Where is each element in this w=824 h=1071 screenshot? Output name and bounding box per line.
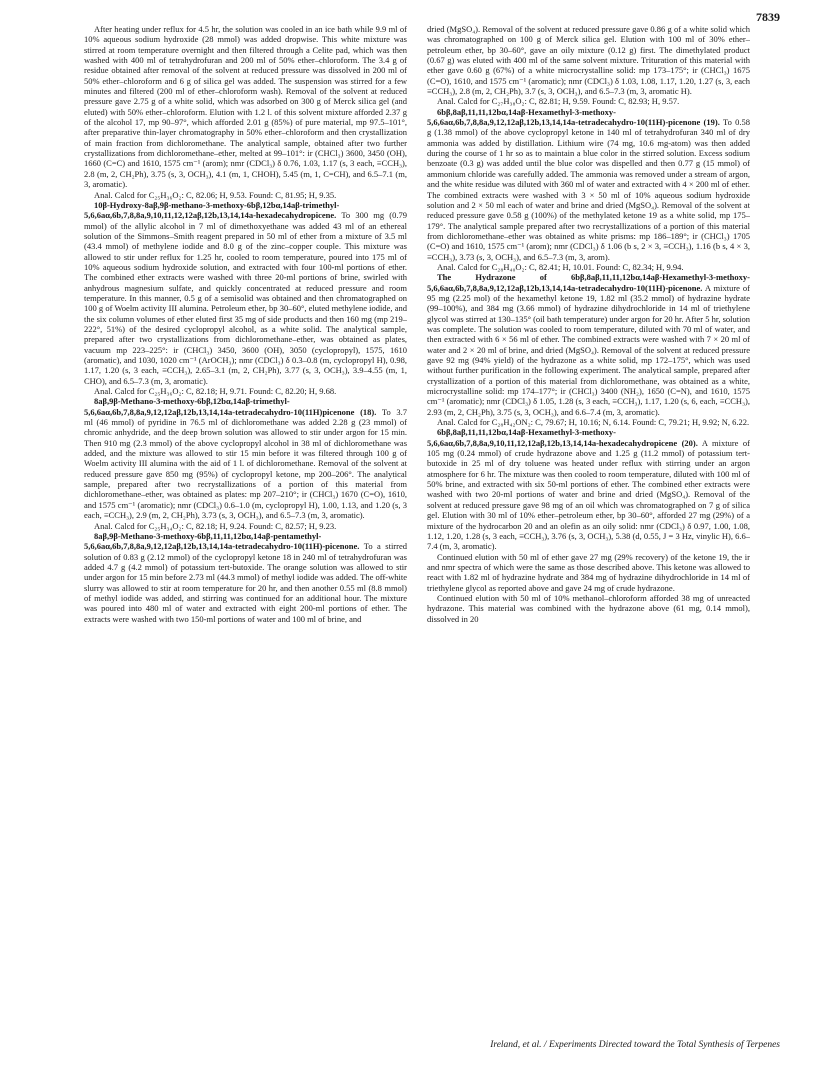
footer-separator: / [543, 1040, 547, 1050]
paragraph-text: To 0.58 g (1.38 mmol) of the above cyclopropyl ketone in 140 ml of tetrahydrofuran 340 ml of dry ammonia was added by distillation. Lithium wire (74 mg, 10.6 mg-atom) was then added during the course of 1 hr so as to maintain a blue color in the stirred solution. Excess sodium benzoate (0.3 g) was added until the blue color was dispelled and then 0.77 g (15 mmol) of ammonium chloride was carefully added. The ammonia was removed under a stream of argon, and the white residue was diluted with 360 ml of water and extracted with 4 × 200 ml of ether. The combined extracts were washed with 3 × 50 ml of 10% aqueous sodium hydroxide solution and 2 × 50 ml each of water and brine and dried (MgSO₄). Removal of the solvent at reduced pressure gave 0.58 g (100%) of the methylated ketone 19 as a white solid, mp 175–179°. The analytical sample prepared after two recrystallizations of a portion of this material from dichloromethane–ether was obtained as white prisms: mp 186–189°; ir (CHCl₃) 1705 (C=O) and 1610, 1575 cm⁻¹ (arom); nmr (CDCl₃) δ 1.06 (b s, 2 × 3, ≡CCH₃), 1.16 (b s, 4 × 3, ≡CCH₃), 3.73 (s, 3, OCH₃), and 6.5–7.3 (m, 3, arom). [427, 117, 750, 262]
paragraph-text: Anal. Calcd for C₂₅H₃₆O₂: C, 82.06; H, 9.53. Found: C, 81.95; H, 9.35. [94, 189, 337, 200]
paragraph-text: Continued elution with 50 ml of ether gave 27 mg (29% recovery) of the ketone 19, the ir and nmr spectra of which were the same as those described above. This ketone was allowed to react with 1.82 ml of hydrazine hydrate and 384 mg of hydrazine dihydrochloride in 14 ml of triethylene glycol as reported above and gave 24 mg of crude hydrazone. [427, 551, 750, 593]
paragraph-text: dried (MgSO₄). Removal of the solvent at reduced pressure gave 0.86 g of a white solid which was chromatographed on 100 g of Merck silica gel. Elution with 100 ml of 30% ether–petroleum ether, bp 30–60°, gave an oily mixture (0.12 g) first. The dimethylated product (0.67 g) was eluted with 400 ml of the same solvent mixture. Trituration of this material with ether gave 0.60 g (67%) of a white microcrystalline solid: mp 173–175°; ir (CHCl₃) 1675 (C=O), 1610, and 1575 cm⁻¹ (aromatic); nmr (CDCl₃) δ 1.03, 1.08, 1.17, 1.20, 1.27 (s, 3, each ≡CCH₃), 2.8 (m, 2, CH₂Ph), 3.7 (s, 3, OCH₃), and 6.5–7.3 (m, 3, aromatic H). [427, 24, 750, 97]
right-column [427, 24, 750, 1024]
paragraph [427, 593, 750, 624]
paragraph [84, 386, 407, 396]
paragraph [84, 531, 407, 624]
paragraph [84, 396, 407, 520]
paragraph-text: After heating under reflux for 4.5 hr, the solution was cooled in an ice bath while 9.9 ml of 10% aqueous sodium hydroxide (28 mmol) was added dropwise. This white mixture was stirred at room temperature overnight and then filtered through a Celite pad, which was then washed with 400 ml of tetrahydrofuran and 200 ml of 50% ether–chloroform. The 3.4 g of residue obtained after removal of the solvent at reduced pressure was dissolved in 200 ml of 50% ether–chloroform and 6 g of silica gel was added. The suspension was stirred for a few minutes and filtered (200 ml of ether–chloroform wash). Removal of the solvent at reduced pressure gave 2.75 g of a white solid, which was adsorbed on 300 g of Merck silica gel (and eluted) with 50% ether–chloroform. Elution with 1.2 l. of this solvent mixture afforded 2.37 g of the alcohol 17, mp 90–97°, which afforded 2.01 g (85%) of pure material, mp 97.5–101°, after preparative thin-layer chromatography in 50% ether–chloroform and then crystallization of main fraction from dichloromethane. The analytical sample, obtained after two further crystallizations from dichloromethane–ether, melted at 99–101°: ir (CHCl₃) 3600, 3450 (OH), 1660 (C=C) and 1610, 1575 cm⁻¹ (arom); nmr (CDCl₃) δ 0.76, 1.03, 1.17 (s, 3 each, ≡CCH₃), 2.8 (m, 2, CH₂Ph), 3.75 (s, 3, OCH₃), 4.1 (m, 1, CHOH), 5.45 (m, 1, C=CH), and 6.5–7.1 (m, 3, aromatic). [84, 24, 407, 190]
compound-heading: 8aβ,9β-Methano-3-methoxy-6bβ,11,11,12bα,14aβ-pentamethyl-5,6,6aα,6b,7,8,8a,9,12,12aβ,12b,13,14,14a-tetradecahydro-10(11H)-picenone. [84, 530, 360, 552]
paragraph [84, 200, 407, 386]
paragraph-text: To a stirred solution of 0.83 g (2.12 mmol) of the cyclopropyl ketone 18 in 240 ml of tetrahydrofuran was added 4.7 g (4.2 mmol) of potassium tert-butoxide. The orange solution was allowed to stir under argon for 15 min before 2.73 ml (44.3 mmol) of methyl iodide was added. The off-white slurry was allowed to stir at room temperature for 20 hr, and then another 0.55 ml (8.8 mmol) of methyl iodide was added, and stirring was continued for an additional hour. The mixture was poured into 480 ml of water and extracted with eight 200-ml portions of ether. The extracts were washed with two 150-ml portions of water and 100 ml of brine, and [84, 541, 407, 624]
compound-heading: 10β-Hydroxy-8aβ,9β-methano-3-methoxy-6bβ,12bα,14aβ-trimethyl-5,6,6aα,6b,7,8,8a,9,10,11,12,12aβ,12b,13,14,14a-hexadecahydropicene. [84, 199, 340, 221]
paragraph-text: A mixture of 95 mg (2.25 mol) of the hexamethyl ketone 19, 1.82 ml (35.2 mmol) of hydrazine hydrate (99–100%), and 384 mg (3.66 mmol) of hydrazine dihydrochloride in 14 ml of triethylene glycol was stirred at 130–135° (oil bath temperature) under argon for 20 hr. After 5 hr, solution was complete. The solution was cooled to room temperature, diluted with 70 ml of water, and then extracted with 6 × 56 ml of ether. The combined extracts were washed with 7 × 20 ml of water and 2 × 20 ml of brine, and dried (MgSO₄). Removal of the solvent at reduced pressure gave 92 mg (94% yield) of the hydrazone as a white solid, mp 172–175°, which was used without further purification in the following experiment. The analytical sample, prepared after crystallization of a portion of this material from dichloromethane, was obtained as a white, microcrystalline solid: mp 174–177°; ir (CHCl₃) 3400 (NH₂), 1650 (C=N), and 1610, 1575 cm⁻¹ (aromatic); nmr (CDCl₃) δ 1.05, 1.28 (s, 3 each, ≡CCH₃), 1.17, 1.20 (s, 6, each, ≡CCH₃), 2.93 (m, 2, CH₂Ph), 3.75 (s, 3, OCH₃), and 6.6–7.4 (m, 3, aromatic). [427, 282, 750, 417]
paragraph-text: Anal. Calcd for C₂₈H₄₂ON₂: C, 79.67; H, 10.16; N, 6.14. Found: C, 79.21; H, 9.92; N, 6.22. [437, 417, 750, 428]
compound-heading: 8aβ,9β-Methano-3-methoxy-6bβ,12bα,14aβ-trimethyl-5,6,6aα,6b,7,8,8a,9,12,12aβ,12b,13,14,14a-tetradecahydro-10(11H)picenone (18). [84, 396, 377, 417]
paragraph [84, 24, 407, 190]
paragraph [84, 521, 407, 531]
paragraph [427, 552, 750, 593]
footer-authors: Ireland, et al. [490, 1040, 542, 1050]
compound-heading: The Hydrazone of 6bβ,8aβ,11,11,12bα,14aβ-Hexamethyl-3-methoxy-5,6,6aα,6b,7,8,8a,9,12,12aβ,12b,13,14,14a-tetradecahydro-10(11H)-picenone. [427, 272, 750, 293]
paragraph-text: A mixture of 105 mg (0.24 mmol) of crude hydrazone above and 1.25 g (11.2 mmol) of potassium tert-butoxide in 25 ml of dry toluene was heated under reflux with stirring under an argon atmosphere for 6 hr. The mixture was then cooled to room temperature, diluted with 100 ml of 50% brine, and extracted with six 50-ml portions of ether. The combined ether extracts were washed with two 20-ml portions of water and brine and dried (MgSO₄). Removal of the solvent at reduced pressure gave 98 mg of an oil which was chromatographed on 7 g of silica gel. Elution with 30 ml of 10% ether–petroleum ether, bp 30–60°, afforded 27 mg (29%) of a mixture of the hydrocarbon 20 and an olefin as an oily solid: nmr (CDCl₃) δ 0.97, 1.00, 1.08, 1.12, 1.20, 1.28 (s, 3 each, ≡CCH₃), 3.76 (s, 3, OCH₃), 5.38 (d, 0.55, J = 3 Hz, vinylic H), 6.6–7.4 (m, 3, aromatic). [427, 437, 750, 552]
paragraph-text: Anal. Calcd for C₂₈H₄₀O₂: C, 82.41; H, 10.01. Found: C, 82.34; H, 9.94. [437, 261, 684, 272]
running-footer [490, 1040, 780, 1050]
paragraph [427, 262, 750, 272]
left-column [84, 24, 407, 1024]
page-number: 7839 [756, 10, 780, 24]
paragraph [427, 272, 750, 417]
compound-heading: 6bβ,8aβ,11,11,12bα,14aβ-Hexamethyl-3-methoxy-5,6,6aα,6b,7,8,8a,9,10,11,12,12aβ,12b,13,14,14a-hexadecahydropicene (20). [427, 427, 698, 448]
paragraph-text: Anal. Calcd for C₂₅H₃₆O₂: C, 82.18; H, 9.71. Found: C, 82.20; H, 9.68. [94, 386, 337, 397]
paragraph [427, 107, 750, 262]
paragraph [427, 417, 750, 427]
paragraph-text: Anal. Calcd for C₂₇H₃₈O₂: C, 82.81; H, 9.59. Found: C, 82.93; H, 9.57. [437, 96, 680, 107]
paragraph [427, 427, 750, 551]
paragraph-text: Anal. Calcd for C₂₅H₃₄O₂: C, 82.18; H, 9.24. Found: C, 82.57; H, 9.23. [94, 520, 337, 531]
paragraph [84, 190, 407, 200]
paragraph-text: To 300 mg (0.79 mmol) of the allylic alcohol in 7 ml of dimethoxyethane was added 43 ml of an ethereal solution of the Simmons–Smith reagent prepared in 50 ml of ether from a mixture of 3.5 ml (43.4 mmol) of methylene iodide and 8.0 g of the zinc–copper couple. This mixture was allowed to stir under reflux for 1.25 hr, cooled to room temperature, poured into 175 ml of 10% aqueous sodium hydroxide solution, and extracted with four 100-ml portions of ether. The combined ether extracts were washed with three 20-ml portions of brine, swirled with anhydrous magnesium sulfate, and quickly concentrated at reduced pressure and room temperature. In this manner, 0.5 g of a semisolid was obtained and then chromatographed on 100 g of Woelm activity III alumina. Petroleum ether, bp 30–60°, eluted methylene iodide, and the six column volumes of ether eluted first 35 mg of side products and then 160 mg (mp 219–222°, 51%) of the desired cyclopropyl alcohol, as a white solid. The analytical sample, prepared after two crystallizations from dichloromethane–ether, was obtained as plates, vacuum mp 223–225°: ir (CHCl₃) 3450, 3600 (OH), 3050 (cyclopropyl), 1575, 1610 (aromatic), and 1030, 1020 cm⁻¹ (ArOCH₃); nmr (CDCl₃) δ 0.3–0.8 (m, cyclopropyl H), 0.98, 1.17, 1.20 (s, 3 each, ≡CCH₃), 2.65–3.1 (m, 2, CH₂Ph), 3.77 (s, 3, OCH₃), 3.9–4.55 (m, 1, CHO), and 6.5–7.3 (m, 3, aromatic). [84, 210, 407, 386]
paragraph [427, 24, 750, 96]
compound-heading: 6bβ,8aβ,11,11,12bα,14aβ-Hexamethyl-3-methoxy-5,6,6aα,6b,7,8,8a,9,12,12aβ,12b,13,14,14a-tetradecahydro-10(11H)-picenone (19). [427, 106, 720, 128]
paragraph [427, 96, 750, 106]
footer-title: Experiments Directed toward the Total Synthesis of Terpenes [548, 1040, 780, 1050]
paragraph-text: Continued elution with 50 ml of 10% methanol–chloroform afforded 38 mg of unreacted hydrazone. This material was combined with the hydrazone above (61 mg, 0.14 mmol), dissolved in 20 [427, 592, 750, 624]
body-columns [84, 24, 750, 1024]
paragraph-text: To 3.7 ml (46 mmol) of pyridine in 76.5 ml of dichloromethane was added 2.28 g (23 mmol) of chromic anhydride, and the deep brown solution was allowed to stir under argon for 15 min. Then 910 mg (2.3 mmol) of the above cyclopropyl alcohol in 38 ml of dichloromethane was added, and the mixture was allowed to stir 15 min before it was filtered through 100 g of Woelm activity III alumina with the aid of 1 l. of dichloromethane. Removal of the solvent at reduced pressure gave 850 mg (95%) of cyclopropyl ketone, mp 200–206°. The analytical sample, prepared after two recrystallizations of a portion of this material from dichloromethane–ether, was obtained as plates: mp 207–210°; ir (CHCl₃) 1670 (C=O), 1610, and 1575 cm⁻¹ (aromatic); nmr (CDCl₃) 0.6–1.0 (m, cyclopropyl H), 1.00, 1.13, and 1.20 (s, 3 each, ≡CCH₃), 2.9 (m, 2, CH₂Ph), 3.73 (s, 3, OCH₃), and 6.5–7.3 (m, 3, aromatic). [84, 406, 407, 521]
